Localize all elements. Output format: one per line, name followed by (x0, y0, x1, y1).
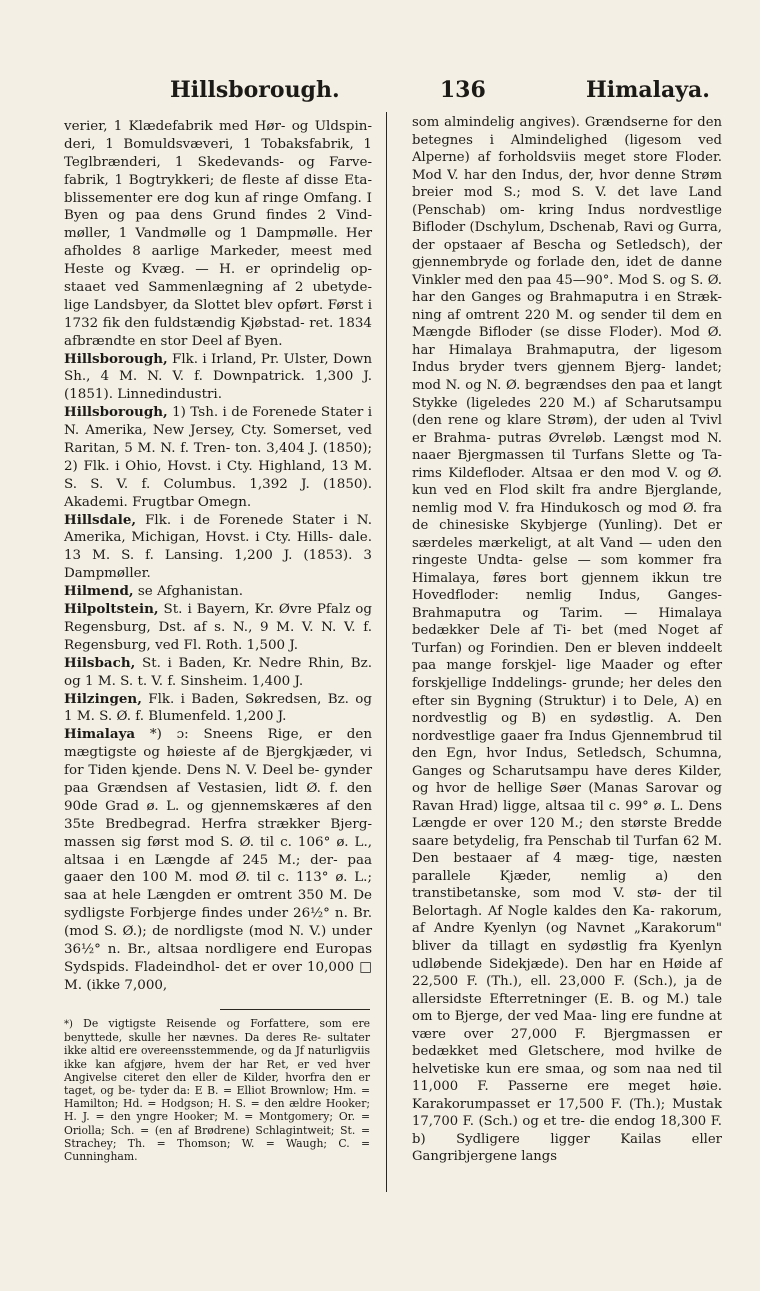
entry-text: St. i Baden, Kr. Nedre Rhin, Bz. og 1 M. S. t. V. f. Sinsheim. 1,400 J. (64, 655, 372, 689)
entry-paragraph (64, 726, 372, 994)
entry-headword: Hilsbach, (64, 654, 136, 671)
entry-headword: Hillsborough, (64, 404, 168, 421)
entry-text: 1) Tsh. i de Forenede Stater i N. Amerika, New Jersey, Cty. Somerset, ved Raritan, 5 M. N. f. Tren- ton. 3,404 J. (1850); 2) Flk. i Ohio, Hovst. i Cty. Highland, 13 M. S. S. V. f. Columbus. 1,392 J. (1850). Akademi. Frugtbar Omegn. (64, 405, 372, 510)
footnote-mark: *) (64, 1019, 73, 1030)
entry-paragraph (64, 691, 372, 727)
running-head-right: Himalaya. (585, 77, 710, 103)
entry-text: St. i Bayern, Kr. Øvre Pfalz og Regensburg, Dst. af s. N., 9 M. V. N. V. f. Regensburg, ved Fl. Roth. 1,500 J. (64, 602, 372, 653)
entry-text: se Afghanistan. (133, 584, 244, 600)
right-column (412, 114, 722, 1166)
entry-text: *) ɔ: Sneens Rige, er den mægtigste og høieste af de Bjergkjæder, vi for Tiden kjende. Dens N. V. Deel be- gynder paa Grændsen af Vestasien, lidt Ø. f. den 90de Grad ø. L. og gjennemskæres af den 35te Bredbegrad. Herfra strækker Bjerg- massen sig først mod S. Ø. til c. 106° ø. L., altsaa i en Længde af 245 M.; der- paa gaaer den 100 M. mod Ø. til c. 113° ø. L.; saa at hele Længden er omtrent 350 M. De sydligste Forbjerge findes under 26½° n. Br. (mod S. Ø.); de nordligste (mod N. V.) under 36½° n. Br., altsaa nordligere end Europas Sydspids. Fladeindhol- det er over 10,000 □ M. (ikke 7,000, (64, 727, 372, 993)
entry-headword: Himalaya (64, 726, 136, 743)
running-head-left: Hillsborough. (170, 77, 340, 103)
entry-paragraph (64, 583, 372, 601)
entry-paragraph (64, 351, 372, 405)
entry-headword: Hillsborough, (64, 350, 168, 367)
entry-text: verier, 1 Klædefabrik med Hør- og Uldspin- deri, 1 Bomuldsvæveri, 1 Tobaksfabrik, 1 Teglbrænderi, 1 Skedevands- og Farve- fabrik, 1 Bogtrykkeri; de fleste af disse Eta- blissementer ere dog kun af ringe Omfang. I Byen og paa dens Grund findes 2 Vind- møller, 1 Vandmølle og 1 Dampmølle. Her afholdes 8 aarlige Markeder, meest med Heste og Kvæg. — H. er oprindelig op- staaet ved Sammenlægning af 2 ubetyde- lige Landsbyer, da Slottet blev opført. Først i 1732 fik den fuldstændig Kjøbstad- ret. 1834 afbrændte en stor Deel af Byen. (64, 119, 372, 349)
entry-headword: Hillsdale, (64, 511, 137, 528)
entry-headword: Hilzingen, (64, 690, 142, 707)
footnote (64, 1017, 370, 1163)
left-column (64, 118, 372, 995)
entry-paragraph (64, 118, 372, 351)
entry-headword: Hilpoltstein, (64, 601, 159, 618)
page-number: 136 (439, 77, 486, 103)
page-header (60, 70, 710, 110)
entry-continuation: som almindelig angives). Grændserne for den betegnes i Almindelighed (ligesom ved Alperne) af forholdsviis meget store Floder. Mod V. har den Indus, der, hvor denne Strøm breier mod S.; mod S. V. det lave Land (Penschab) om- kring Indus nordvestlige Bifloder (Dschylum, Dschenab, Ravi og Gurra, der opstaaer af Beschа og Setledsch), der gjennembryde og forlade den, idet de danne Vinkler med den paa 45—90°. Mod S. og S. Ø. har den Ganges og Brahmaputra i en Stræk- ning af omtrent 220 M. og sender til dem en Mængde Bifloder (se disse Floder). Mod Ø. har Himalaya Brahmaputra, der ligesom Indus bryder tvers gjennem Bjerg- landet; mod N. og N. Ø. begrændses den paa et langt Stykke (ligeledes 220 M.) af Scharutsampu (den rene og klare Strøm), der uden al Tvivl er Brahma- putras Øvreløb. Længst mod N. naaer Bjergmassen til Turfans Slette og Ta- rims Kildefloder. Altsaa er den mod V. og Ø. kun ved en Flod skilt fra andre Bjerglande, nemlig mod V. fra Hindukosch og mod Ø. fra de chinesiske Skybjerge (Yunling). Det er særdeles mærkeligt, at alt Vand — uden den ringeste Undta- gelse — som kommer fra Himalaya, føres bort gjennem ikkun tre Hovedfloder: nemlig Indus, Ganges-Brahmaputra og Tarim. — Himalaya bedækker Dele af Ti- bet (med Noget af Turfan) og Forindien. Den er bleven inddeelt paa mange forskjel- lige Maader og efter forskjellige Inddelings- grunde; her deles den efter sin Bygning (Struktur) i to Dele, A) en nordvestlig og B) en sydøstlig. A. Den nordvestlige gaaer fra Indus Gjennembrud til den Egn, hvor Indus, Setledsch, Schumna, Ganges og Scharutsampu have deres Kilder, og hvor de hellige Søer (Manas Sarovar og Ravan Hrad) ligge, altsaa til c. 99° ø. L. Dens Længde er over 120 M.; den største Bredde saare betydelig, fra Penschab til Turfan 62 M. Den bestaaer af 4 mæg- tige, næsten parallele Kjæder, nemlig a) den transtibetanske, som mod V. stø- der til Belortagh. Af Nogle kaldes den Ka- rakorum, af Andre Kyenlyn (og Navnet „Karakorum" bliver da tillagt en sydøstlig fra Kyenlyn udløbende Sidekjæde). Den har en Høide af 22,500 F. (Th.), ell. 23,000 F. (Sch.), ja de allersidste Efterretninger (E. B. og M.) tale om to Bjerge, der ved Maa- ling ere fundne at være over 27,000 F. Bjergmassen er bedækket med Gletschere, mod hvilke de helvetiske kun ere smaa, og som naa ned til 11,000 F. Passerne ere meget høie. Karakorumpasset er 17,500 F. (Th.); Mustak 17,700 F. (Sch.) og et tre- die endog 18,300 F. b) Sydligere ligger Kailas eller Gangribjergene langs (412, 115, 722, 1165)
entry-text: Flk. i Baden, Søkredsen, Bz. og 1 M. S. Ø. f. Blumenfeld. 1,200 J. (64, 691, 372, 725)
footnote-rule (220, 1009, 370, 1010)
footnote-text: De vigtigste Reisende og Forfattere, som ere benyttede, skulle her nævnes. Da deres Re- sultater ikke altid ere overeensstemmende, og da Jf naturligviis ikke kan afgjøre, hvem der har Ret, er ved hver Angivelse citeret den eller de Kilder, hvorfra den er taget, og be- tyder da: E B. = Elliot Brownlow; Hm. = Hamilton; Hd. = Hodgson; H. S. = den ældre Hooker; H. J. = den yngre Hooker; M. = Montgomery; Or. = Oriolla; Sch. = (en af Brødrene) Schlagintweit; St. = Strachey; Th. = Thomson; W. = Waugh; C. = Cunningham. (64, 1017, 370, 1164)
entry-text: Flk. i Irland, Pr. Ulster, Down Sh., 4 M. N. V. f. Downpatrick. 1,300 J. (1851). Linnedindustri. (64, 351, 372, 403)
entry-paragraph (64, 601, 372, 655)
entry-headword: Hilmend, (64, 583, 134, 600)
entry-paragraph (64, 655, 372, 691)
entry-paragraph (64, 512, 372, 584)
entry-paragraph (64, 404, 372, 511)
column-divider (386, 112, 387, 1192)
entry-text: Flk. i de Forenede Stater i N. Amerika, Michigan, Hovst. i Cty. Hills- dale. 13 M. S. f. Lansing. 1,200 J. (1853). 3 Dampmøller. (64, 512, 372, 582)
